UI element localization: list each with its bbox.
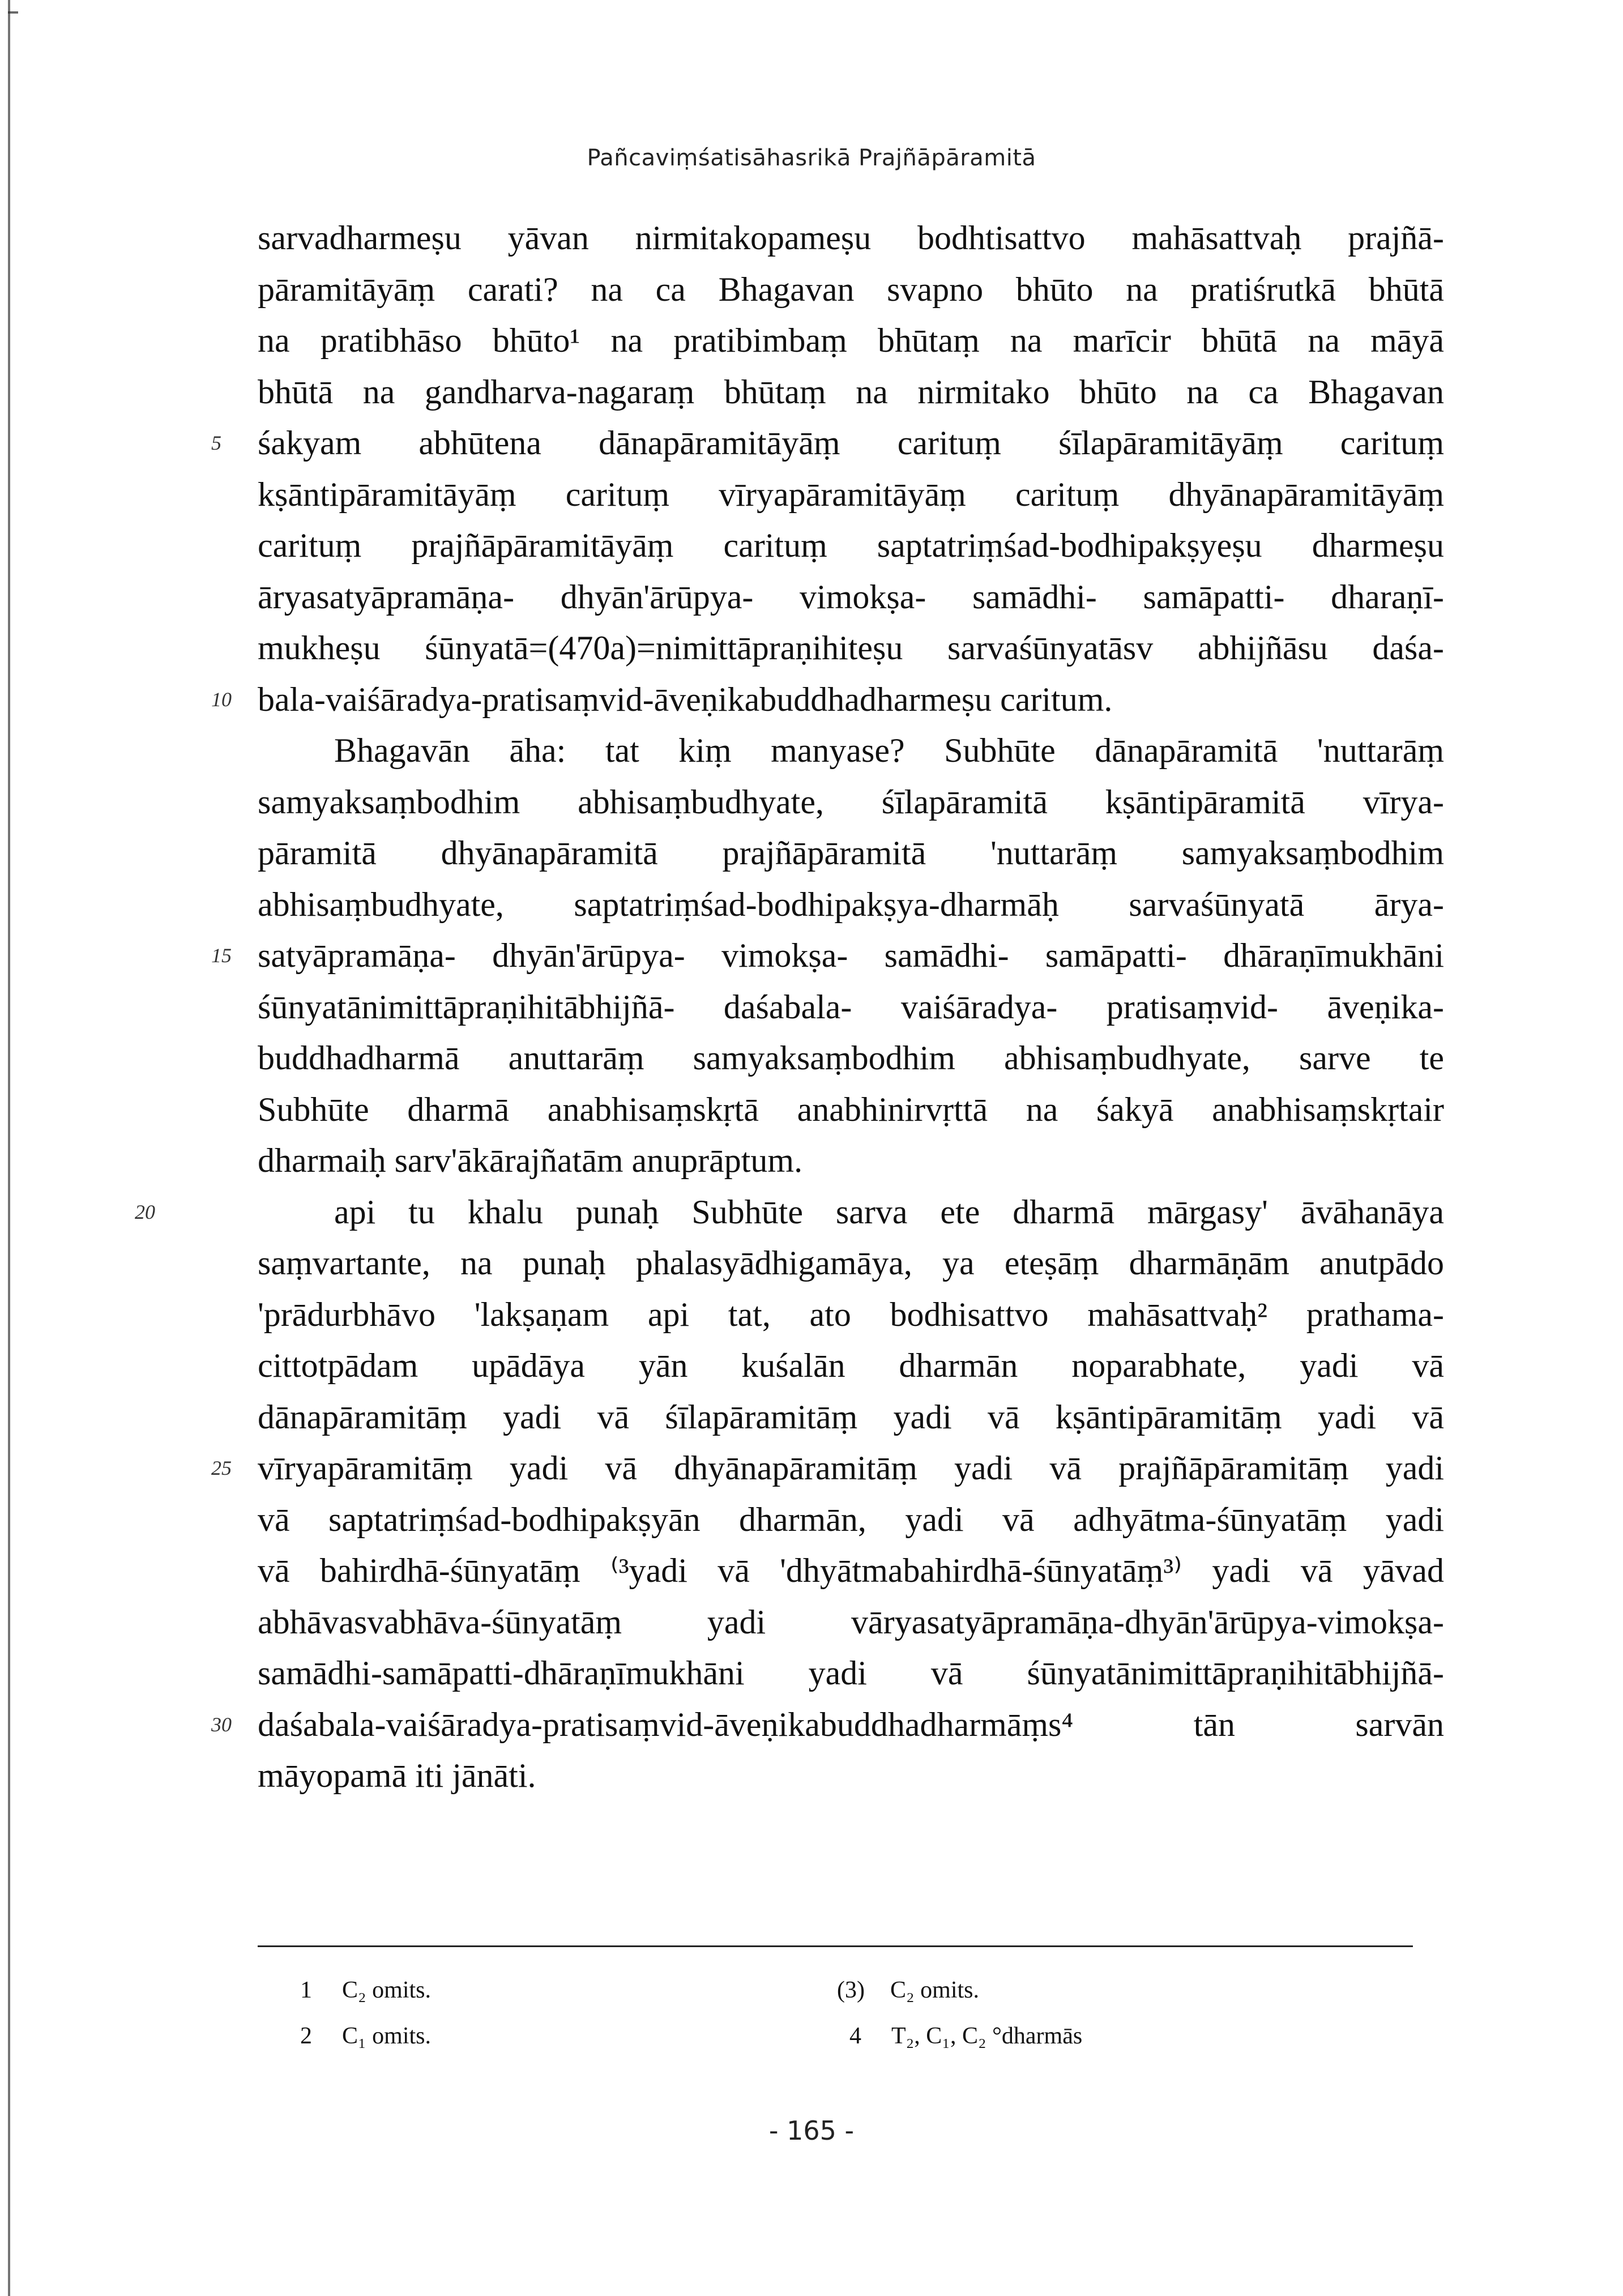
- text-line: [258, 879, 1444, 931]
- footnote-number: 2: [300, 2023, 312, 2049]
- line-number: 15: [211, 944, 232, 967]
- text-line: [258, 1648, 1444, 1699]
- text-line: [258, 827, 1444, 879]
- line-text: abhisaṃbudhyate, saptatriṃśad-bodhipakṣya-dharmāḥ sarvaśūnyatā ārya-: [258, 885, 1444, 923]
- line-text: vā saptatriṃśad-bodhipakṣyān dharmān, yadi vā adhyātma-śūnyatāṃ yadi: [258, 1500, 1444, 1538]
- text-line: [258, 1340, 1444, 1392]
- text-line: [258, 1237, 1444, 1289]
- text-line: [211, 417, 1444, 469]
- text-line: [135, 1187, 1444, 1238]
- text-line: [258, 1392, 1444, 1443]
- text-line: [258, 315, 1444, 366]
- text-line: [258, 1545, 1444, 1597]
- text-line: [258, 1289, 1444, 1341]
- line-text: dharmaiḥ sarv'ākārajñatām anuprāptum.: [258, 1142, 803, 1179]
- footnote-text: C₂ omits.: [890, 1977, 980, 2003]
- footnote-number: (3): [837, 1977, 865, 2003]
- line-text: śakyam abhūtena dānapāramitāyāṃ carituṃ śīlapāramitāyāṃ carituṃ: [258, 424, 1444, 462]
- line-text: dānapāramitāṃ yadi vā śīlapāramitāṃ yadi vā kṣāntipāramitāṃ yadi vā: [258, 1398, 1444, 1436]
- line-text: vā bahirdhā-śūnyatāṃ ⁽³yadi vā 'dhyātmabahirdhā-śūnyatāṃ³⁾ yadi vā yāvad: [258, 1552, 1444, 1589]
- line-text: daśabala-vaiśāradya-pratisaṃvid-āveṇikabuddhadharmāṃs⁴ tān sarvān: [258, 1705, 1444, 1743]
- text-line: [211, 1443, 1444, 1494]
- line-text: Subhūte dharmā anabhisaṃskṛtā anabhinirvṛttā na śakyā anabhisaṃskṛtair: [258, 1090, 1444, 1128]
- line-text: pāramitāyāṃ carati? na ca Bhagavan svapno bhūto na pratiśrutkā bhūtā: [258, 270, 1444, 308]
- line-text: Bhagavān āha: tat kiṃ manyase? Subhūte dānapāramitā 'nuttarāṃ: [334, 732, 1444, 769]
- text-line: [258, 571, 1444, 623]
- text-line: [258, 1135, 1444, 1187]
- line-text: bhūtā na gandharva-nagaraṃ bhūtaṃ na nirmitako bhūto na ca Bhagavan: [258, 373, 1444, 411]
- text-line: [258, 1084, 1444, 1136]
- line-text: na pratibhāso bhūto¹ na pratibimbaṃ bhūtaṃ na marīcir bhūtā na māyā: [258, 322, 1444, 359]
- text-line: [258, 725, 1444, 776]
- footnote: [837, 1977, 979, 2004]
- text-line: [258, 469, 1444, 520]
- line-text: vīryapāramitāṃ yadi vā dhyānapāramitāṃ yadi vā prajñāpāramitāṃ yadi: [258, 1449, 1444, 1487]
- line-text: saṃvartante, na punaḥ phalasyādhigamāya, ya eteṣāṃ dharmāṇām anutpādo: [258, 1244, 1444, 1282]
- text-line: [258, 1750, 1444, 1802]
- text-line: [258, 1597, 1444, 1648]
- footnote-rule: [258, 1945, 1413, 1947]
- text-line: [211, 1699, 1444, 1751]
- footnote-text: C₂ omits.: [342, 1977, 432, 2003]
- line-text: buddhadharmā anuttarāṃ samyaksaṃbodhim abhisaṃbudhyate, sarve te: [258, 1039, 1444, 1077]
- line-text: māyopamā iti jānāti.: [258, 1757, 536, 1794]
- scan-page-edge-tick: [8, 11, 18, 14]
- text-line: [258, 520, 1444, 571]
- text-line: [258, 366, 1444, 418]
- running-head: Pañcaviṃśatisāhasrikā Prajñāpāramitā: [587, 145, 1036, 171]
- text-line: [258, 981, 1444, 1033]
- line-text: api tu khalu punaḥ Subhūte sarva ete dharmā mārgasy' āvāhanāya: [334, 1193, 1444, 1231]
- line-text: mukheṣu śūnyatā=(470a)=nimittāpraṇihiteṣu sarvaśūnyatāsv abhijñāsu daśa-: [258, 629, 1444, 667]
- line-number: 30: [211, 1713, 232, 1736]
- line-text: 'prādurbhāvo 'lakṣaṇam api tat, ato bodhisattvo mahāsattvaḥ² prathama-: [258, 1295, 1444, 1333]
- text-line: [211, 930, 1444, 981]
- footnote: [849, 2022, 1082, 2050]
- text-line: [258, 1032, 1444, 1084]
- line-text: sarvadharmeṣu yāvan nirmitakopameṣu bodhtisattvo mahāsattvaḥ prajñā-: [258, 219, 1444, 257]
- scan-page-edge: [8, 0, 10, 2296]
- footnote-text: C₁ omits.: [342, 2023, 432, 2049]
- text-line: [258, 264, 1444, 315]
- line-text: abhāvasvabhāva-śūnyatāṃ yadi vāryasatyāpramāṇa-dhyān'ārūpya-vimokṣa-: [258, 1603, 1444, 1641]
- line-text: āryasatyāpramāṇa- dhyān'ārūpya- vimokṣa- samādhi- samāpatti- dharaṇī-: [258, 578, 1444, 616]
- line-text: samādhi-samāpatti-dhāraṇīmukhāni yadi vā śūnyatānimittāpraṇihitābhijñā-: [258, 1654, 1444, 1692]
- line-number: 10: [211, 688, 232, 711]
- line-text: cittotpādam upādāya yān kuśalān dharmān noparabhate, yadi vā: [258, 1347, 1444, 1384]
- footnote: [300, 1977, 431, 2004]
- line-text: bala-vaiśāradya-pratisaṃvid-āveṇikabuddhadharmeṣu caritum.: [258, 680, 1113, 718]
- body-text: [135, 212, 1444, 1802]
- line-text: śūnyatānimittāpraṇihitābhijñā- daśabala- vaiśāradya- pratisaṃvid- āveṇika-: [258, 988, 1444, 1026]
- line-number: 20: [135, 1200, 155, 1223]
- text-line: [258, 776, 1444, 828]
- line-text: satyāpramāṇa- dhyān'ārūpya- vimokṣa- samādhi- samāpatti- dhāraṇīmukhāni: [258, 937, 1444, 974]
- footnote-number: 4: [849, 2023, 861, 2049]
- footnote-number: 1: [300, 1977, 312, 2003]
- text-line: [258, 1494, 1444, 1546]
- footnote-text: T₂, C₁, C₂ °dharmās: [891, 2023, 1083, 2049]
- footnote: [300, 2022, 431, 2050]
- line-text: kṣāntipāramitāyāṃ carituṃ vīryapāramitāyāṃ carituṃ dhyānapāramitāyāṃ: [258, 475, 1444, 513]
- line-text: pāramitā dhyānapāramitā prajñāpāramitā 'nuttarāṃ samyaksaṃbodhim: [258, 834, 1444, 872]
- page-number: - 165 -: [768, 2115, 855, 2146]
- line-number: 5: [211, 432, 221, 454]
- line-number: 25: [211, 1457, 232, 1479]
- text-line: [258, 622, 1444, 674]
- line-text: carituṃ prajñāpāramitāyāṃ carituṃ saptatriṃśad-bodhipakṣyeṣu dharmeṣu: [258, 527, 1444, 564]
- text-line: [211, 674, 1444, 725]
- line-text: samyaksaṃbodhim abhisaṃbudhyate, śīlapāramitā kṣāntipāramitā vīrya-: [258, 783, 1444, 821]
- text-line: [258, 212, 1444, 264]
